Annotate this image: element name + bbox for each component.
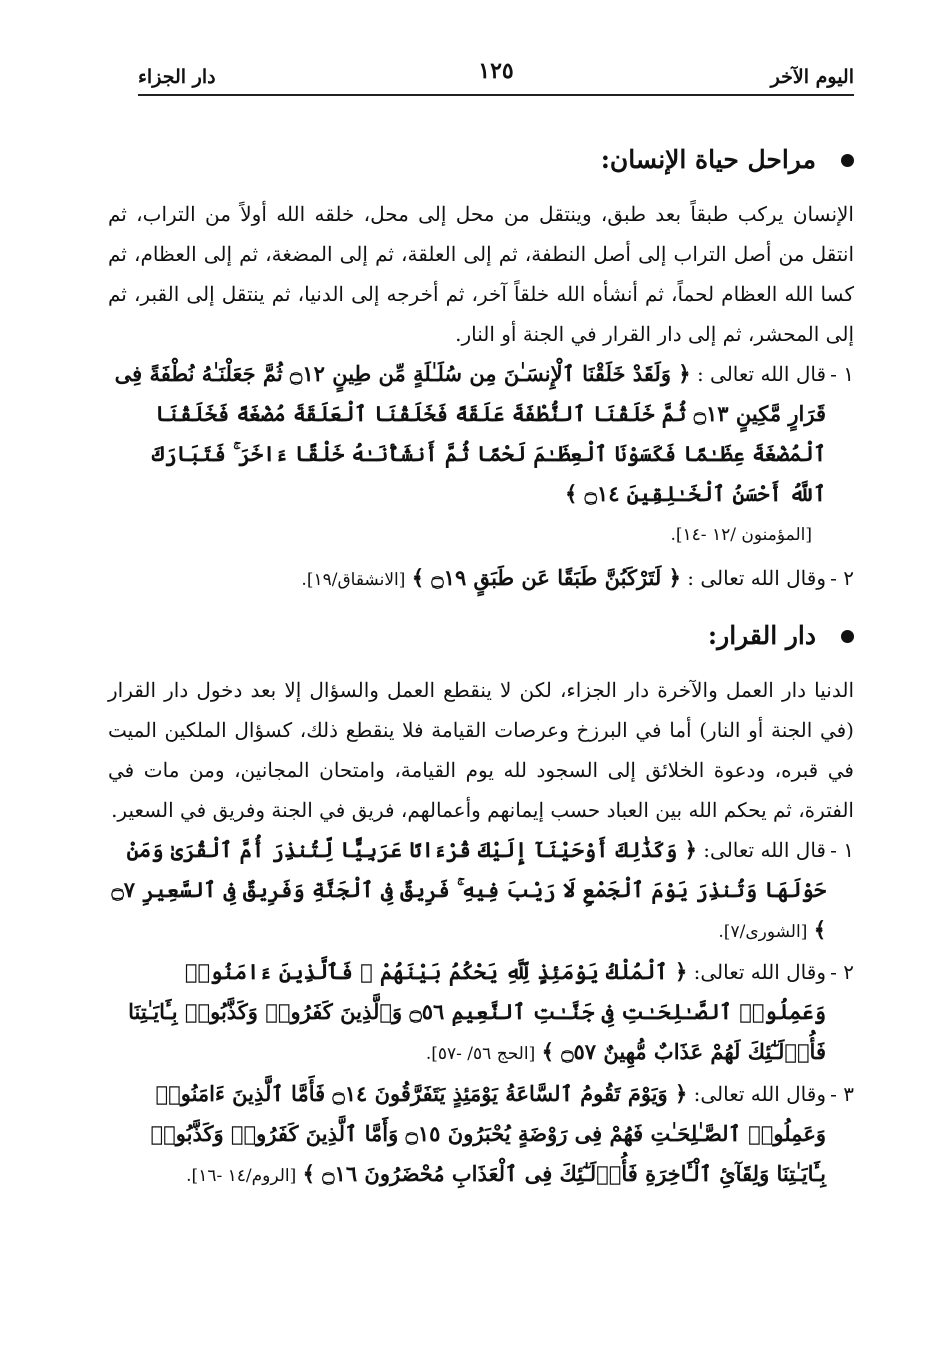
- verse-item: [108, 830, 854, 952]
- item-number: ١ -: [830, 838, 854, 862]
- verse-reference: [الروم/١٤ -١٦].: [186, 1166, 297, 1186]
- header-chapter-title: دار الجزاء: [138, 66, 216, 88]
- verse-reference: [الحج ٥٦/ -٥٧].: [425, 1044, 536, 1064]
- page-body: [108, 138, 854, 1196]
- item-intro: وقال الله تعالى:: [693, 960, 826, 984]
- section-heading-life-stages: مراحل حياة الإنسان:: [108, 138, 854, 182]
- section-paragraph: الإنسان يركب طبقاً بعد طبق، وينتقل من محل إلى محل، خلقه الله أولاً من التراب، ثم انتقل من أصل التراب إلى أصل النطفة، ثم إلى العلقة، ثم إلى المضغة، ثم إلى العظام، ثم كسا الله العظام لحماً، ثم أنشأه الله خلقاً آخر، ثم أخرجه إلى الدنيا، ثم ينتقل إلى القبر، ثم إلى المحشر، ثم إلى دار القرار في الجنة أو النار.: [108, 202, 854, 346]
- item-number: ١ -: [830, 362, 854, 386]
- item-intro: وقال الله تعالى:: [693, 1082, 826, 1106]
- section-paragraph: الدنيا دار العمل والآخرة دار الجزاء، لكن لا ينقطع العمل والسؤال إلا بعد دخول دار القرار (في الجنة أو النار) أما في البرزخ وعرصات القيامة فلا ينقطع ذلك، كسؤال الملكين الميت في قبره، ودعوة الخلائق إلى السجود لله يوم القيامة، وامتحان المجانين، ومن مات في الفترة، ثم يحكم الله بين العباد حسب إيمانهم وأعمالهم، فريق في الجنة وفريق في السعير.: [108, 678, 854, 822]
- quran-verse: ﴿ لَتَرْكَبُنَّ طَبَقًا عَن طَبَقٍ ۝١٩ ﴾: [411, 565, 681, 590]
- item-intro: قال الله تعالى:: [703, 838, 826, 862]
- page-number: ١٢٥: [478, 58, 514, 84]
- item-number: ٣ -: [830, 1082, 854, 1106]
- verse-reference: [الشورى/٧].: [718, 922, 808, 942]
- header-book-title: اليوم الآخر: [770, 66, 854, 88]
- verse-item: [108, 354, 854, 514]
- verse-reference: [المؤمنون /١٢ -١٤].: [670, 525, 812, 545]
- quran-verse: ﴿ وَيَوْمَ تَقُومُ ٱلسَّاعَةُ يَوْمَئِذٍ يَتَفَرَّقُونَ ۝١٤ فَأَمَّا ٱلَّذِينَ ءَامَنُوا۟ وَعَمِلُوا۟ ٱلصَّـٰلِحَـٰتِ فَهُمْ فِى رَوْضَةٍ يُحْبَرُونَ ۝١٥ وَأَمَّا ٱلَّذِينَ كَفَرُوا۟ وَكَذَّبُوا۟ بِـَٔايَـٰتِنَا وَلِقَآئِ ٱلْـَٔاخِرَةِ فَأُو۟لَـٰٓئِكَ فِى ٱلْعَذَابِ مُحْضَرُونَ ۝١٦ ﴾: [150, 1081, 826, 1186]
- quran-verse: ﴿ وَلَقَدْ خَلَقْنَا ٱلْإِنسَـٰنَ مِن سُلَـٰلَةٍ مِّن طِينٍ ۝١٢ ثُمَّ جَعَلْنَـٰهُ نُطْفَةً فِى قَرَارٍ مَّكِينٍ ۝١٣ ثُمَّ خَلَقْنَا ٱلنُّطْفَةَ عَلَقَةً فَخَلَقْنَا ٱلْعَلَقَةَ مُضْغَةً فَخَلَقْنَا ٱلْمُضْغَةَ عِظَـٰمًا فَكَسَوْنَا ٱلْعِظَـٰمَ لَحْمًا ثُمَّ أَنشَأْنَـٰهُ خَلْقًا ءَاخَرَ ۚ فَتَبَارَكَ ٱللَّهُ أَحْسَنُ ٱلْخَـٰلِقِينَ ۝١٤ ﴾: [114, 361, 826, 506]
- page-header: [138, 58, 854, 96]
- item-intro: قال الله تعالى :: [696, 362, 826, 386]
- item-intro: وقال الله تعالى :: [687, 566, 826, 590]
- bullet-icon: [841, 630, 854, 643]
- quran-verse: ﴿ ٱلْمُلْكُ يَوْمَئِذٍ لِّلَّهِ يَحْكُمُ بَيْنَهُمْ ۚ فَٱلَّذِينَ ءَامَنُوا۟ وَعَمِلُوا۟ ٱلصَّـٰلِحَـٰتِ فِى جَنَّـٰتِ ٱلنَّعِيمِ ۝٥٦ وَٱلَّذِينَ كَفَرُوا۟ وَكَذَّبُوا۟ بِـَٔايَـٰتِنَا فَأُو۟لَـٰٓئِكَ لَهُمْ عَذَابٌ مُّهِينٌ ۝٥٧ ﴾: [128, 959, 826, 1064]
- verse-item: [108, 952, 854, 1074]
- verse-item: [108, 558, 854, 600]
- verse-reference: [الانشقاق/١٩].: [301, 570, 406, 590]
- bullet-icon: [841, 154, 854, 167]
- section-heading-abode: دار القرار:: [108, 614, 854, 658]
- item-number: ٢ -: [830, 960, 854, 984]
- quran-verse: ﴿ وَكَذَٰلِكَ أَوْحَيْنَآ إِلَيْكَ قُرْءَانًا عَرَبِيًّا لِّتُنذِرَ أُمَّ ٱلْقُرَىٰ وَمَنْ حَوْلَهَا وَتُنذِرَ يَوْمَ ٱلْجَمْعِ لَا رَيْبَ فِيهِ ۚ فَرِيقٌ فِى ٱلْجَنَّةِ وَفَرِيقٌ فِى ٱلسَّعِيرِ ۝٧ ﴾: [111, 837, 826, 942]
- verse-item: [108, 1074, 854, 1196]
- item-number: ٢ -: [830, 566, 854, 590]
